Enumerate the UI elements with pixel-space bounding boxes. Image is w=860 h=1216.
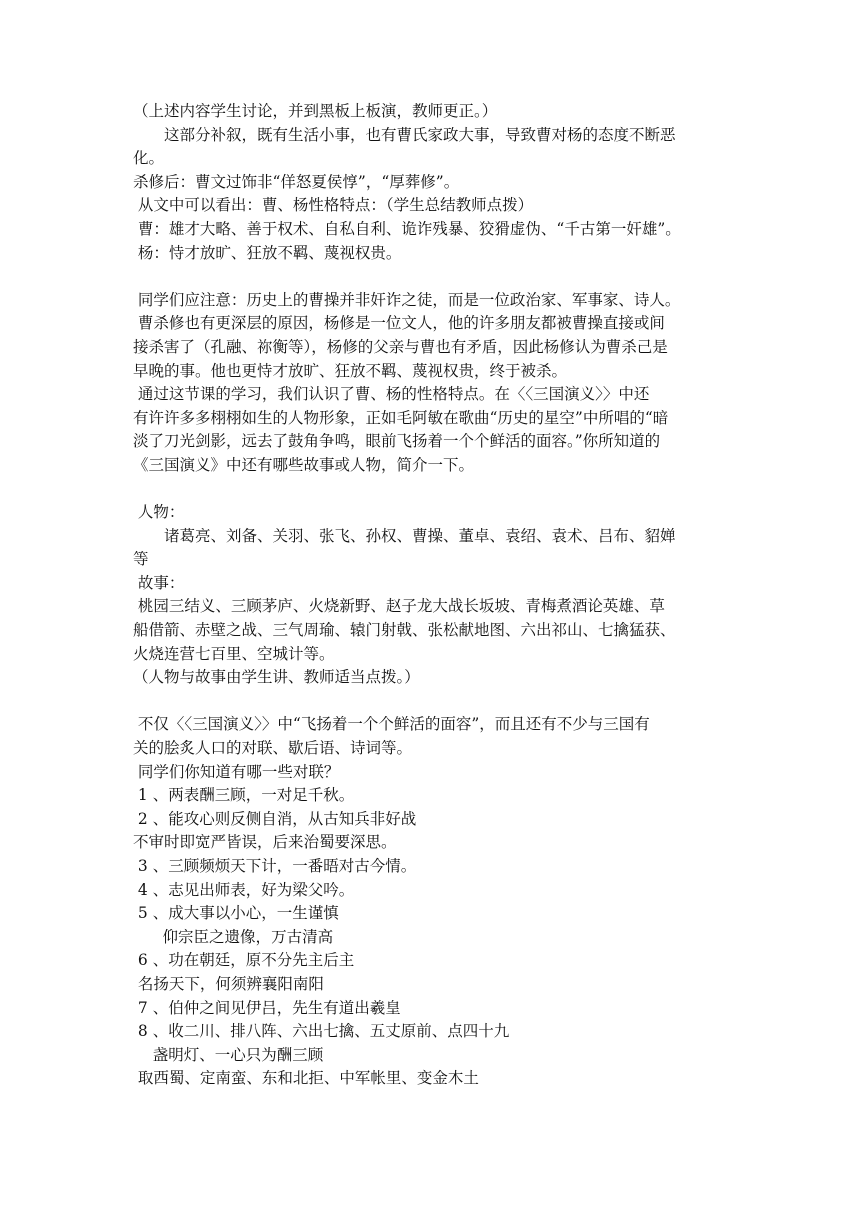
text-line: 《三国演义》中还有哪些故事或人物，简介一下。 [133,455,475,474]
text-line: 不仅〈〈三国演义〉〉中“飞扬着一个个鲜活的面容”，而且还有不少与三国有 [133,715,650,734]
text-line: 曹：雄才大略、善于权术、自私自利、诡诈残暴、狡猾虚伪、“千古第一奸雄”。 [133,219,681,238]
text-line: 5 、成大事以小心，一生谨慎 [133,904,339,923]
text-line: 船借箭、赤壁之战、三气周瑜、辕门射戟、张松献地图、六出祁山、七擒猛获、 [133,621,676,640]
blank-line [133,265,737,289]
text-line: 从文中可以看出：曹、杨性格特点：（学生总结教师点拨） [133,196,534,215]
text-line: 桃园三结义、三顾茅庐、火烧新野、赵子龙大战长坂坡、青梅煮酒论英雄、草 [133,597,665,616]
text-line: 通过这节课的学习，我们认识了曹、杨的性格特点。在〈〈三国演义〉〉中还 [133,385,650,404]
text-line: 取西蜀、定南蛮、东和北拒、中军帐里、变金木土 [133,1069,479,1088]
text-line: 早晚的事。他也更恃才放旷、狂放不羁、蔑视权贵，终于被杀。 [133,361,568,380]
text-line: 同学们你知道有哪一些对联？ [133,762,340,781]
text-line: 7 、伯仲之间见伊吕，先生有道出羲皇 [133,998,401,1017]
text-line: 盏明灯、一心只为酬三顾 [133,1045,324,1064]
text-line: 2 、能攻心则反侧自消，从古知兵非好战 [133,809,417,828]
text-line: 6 、功在朝廷，原不分先主后主 [133,951,355,970]
text-line: （上述内容学生讨论，并到黑板上板演，教师更正。） [133,102,498,120]
text-line: 有许许多多栩栩如生的人物形象，正如毛阿敏在歌曲“历史的星空”中所唱的“暗 [133,408,669,427]
text-line: 火烧连营七百里、空城计等。 [133,644,335,663]
text-line: 1 、两表酬三顾，一对足千秋。 [133,786,355,805]
text-line: 淡了刀光剑影，远去了鼓角争鸣，眼前飞扬着一个个鲜活的面容。”你所知道的 [133,432,661,451]
text-line: 名扬天下，何须辨襄阳南阳 [133,974,324,993]
text-line: 化。 [133,149,165,168]
text-line: 接杀害了（孔融、祢衡等），杨修的父亲与曹也有矛盾，因此杨修认为曹杀己是 [133,337,668,356]
text-line: 关的脍炙人口的对联、歇后语、诗词等。 [133,739,413,758]
document-body [133,100,737,1091]
text-line: 等 [133,550,149,569]
text-line: 8 、收二川、排八阵、六出七擒、五丈原前、点四十九 [133,1022,510,1041]
text-line: （人物与故事由学生讲、教师适当点拨。） [133,668,420,687]
text-line: 不审时即宽严皆误，后来治蜀要深思。 [133,833,397,852]
text-line: 人物： [133,503,185,522]
blank-line [133,690,737,714]
text-line: 故事： [133,573,185,592]
text-line: 这部分补叙，既有生活小事，也有曹氏家政大事，导致曹对杨的态度不断恶 [133,125,676,144]
text-line: 杨：恃才放旷、狂放不羁、蔑视权贵。 [133,243,402,262]
text-line: 杀修后：曹文过饰非“佯怒夏侯惇”，“厚葬修”。 [133,172,460,191]
text-line: 同学们应注意：历史上的曹操并非奸诈之徒，而是一位政治家、军事家、诗人。 [133,290,681,309]
text-line: 诸葛亮、刘备、关羽、张飞、孙权、曹操、董卓、袁绍、袁术、吕布、貂婵 [133,526,676,545]
text-line: 3 、三顾频烦天下计，一番晤对古今情。 [133,857,417,875]
blank-line [133,478,737,502]
text-line: 仰宗臣之遗像，万古清高 [133,927,334,946]
text-line: 4 、志见出师表，好为梁父吟。 [133,880,355,899]
text-line: 曹杀修也有更深层的原因，杨修是一位文人，他的许多朋友都被曹操直接或间 [133,314,665,333]
